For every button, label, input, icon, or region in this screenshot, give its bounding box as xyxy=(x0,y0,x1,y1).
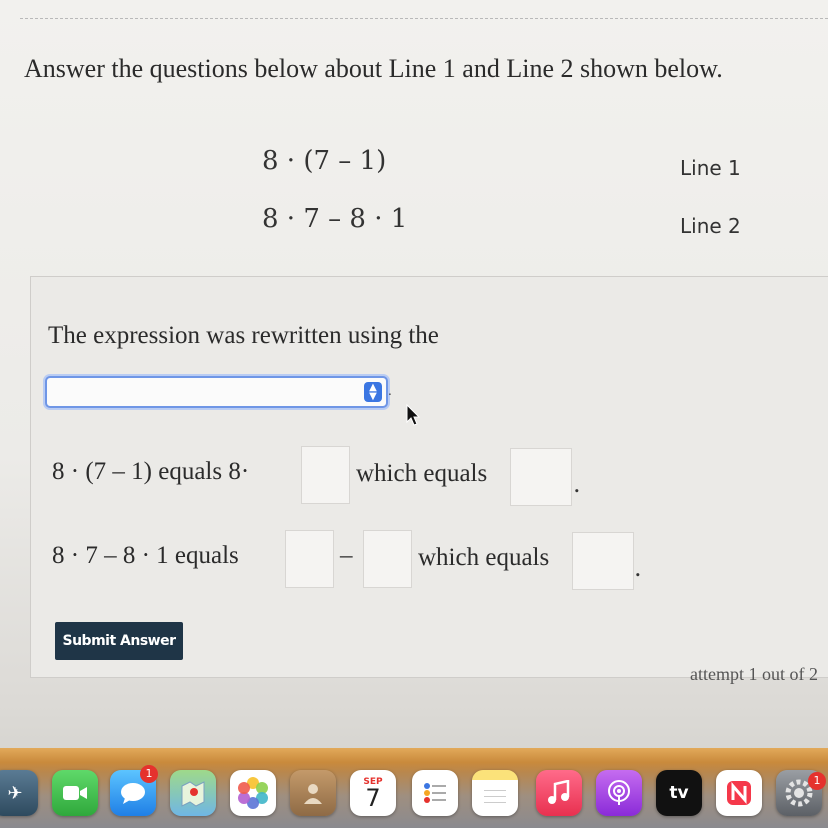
row1-which-equals: which equals xyxy=(356,460,488,487)
row2-minus-sign: – xyxy=(340,542,353,569)
person-icon xyxy=(300,779,326,807)
photos-icon[interactable] xyxy=(230,770,276,816)
preview-app-icon[interactable]: ✈ xyxy=(0,770,38,816)
attempt-counter: attempt 1 out of 2 xyxy=(690,664,818,684)
apple-tv-icon[interactable] xyxy=(656,770,702,816)
notes-icon[interactable] xyxy=(472,770,518,816)
music-note-icon xyxy=(547,780,571,806)
line2-expression: 8 · 7 – 8 · 1 xyxy=(262,204,408,234)
row1-period: . xyxy=(573,470,581,498)
row2-first-input[interactable] xyxy=(285,530,334,588)
line1-expression: 8 · (7 – 1) xyxy=(262,146,387,176)
row1-result-input[interactable] xyxy=(510,448,572,506)
news-n-icon xyxy=(724,778,754,808)
dropdown-period: . xyxy=(388,384,392,398)
notepad-icon xyxy=(480,778,510,808)
prompt-text: The expression was rewritten using the xyxy=(48,322,439,349)
speech-bubble-icon xyxy=(119,781,147,805)
chevron-updown-icon[interactable]: ▲ ▼ xyxy=(364,382,382,402)
row2-period: . xyxy=(634,554,642,582)
facetime-icon[interactable] xyxy=(52,770,98,816)
line2-label: Line 2 xyxy=(680,214,741,238)
flower-icon xyxy=(235,775,271,811)
podcasts-icon[interactable] xyxy=(596,770,642,816)
messages-badge: 1 xyxy=(140,765,158,783)
news-icon[interactable] xyxy=(716,770,762,816)
row2-second-input[interactable] xyxy=(363,530,412,588)
checklist-icon xyxy=(421,779,449,807)
submit-answer-button[interactable]: Submit Answer xyxy=(55,622,183,660)
calendar-month: SEP xyxy=(363,777,383,787)
question-text: Answer the questions below about Line 1 and Line 2 shown below. xyxy=(24,54,723,83)
podcast-signal-icon xyxy=(604,778,634,808)
row1-text: 8 · (7 – 1) equals 8· xyxy=(52,458,250,485)
property-dropdown[interactable] xyxy=(45,376,388,408)
settings-badge: 1 xyxy=(808,772,826,790)
row2-which-equals: which equals xyxy=(418,544,550,571)
mouse-cursor-icon xyxy=(406,404,422,428)
dashed-divider xyxy=(20,18,828,19)
line1-label: Line 1 xyxy=(680,156,741,180)
row1-factor-input[interactable] xyxy=(301,446,350,504)
maps-icon[interactable] xyxy=(170,770,216,816)
calendar-icon[interactable] xyxy=(350,770,396,816)
contacts-icon[interactable] xyxy=(290,770,336,816)
tv-label: tv xyxy=(669,783,689,803)
video-camera-icon xyxy=(62,784,88,802)
row2-result-input[interactable] xyxy=(572,532,634,590)
reminders-icon[interactable] xyxy=(412,770,458,816)
map-pin-icon xyxy=(178,778,208,808)
calendar-day: 7 xyxy=(365,784,381,812)
row2-text: 8 · 7 – 8 · 1 equals xyxy=(52,542,239,569)
music-icon[interactable] xyxy=(536,770,582,816)
